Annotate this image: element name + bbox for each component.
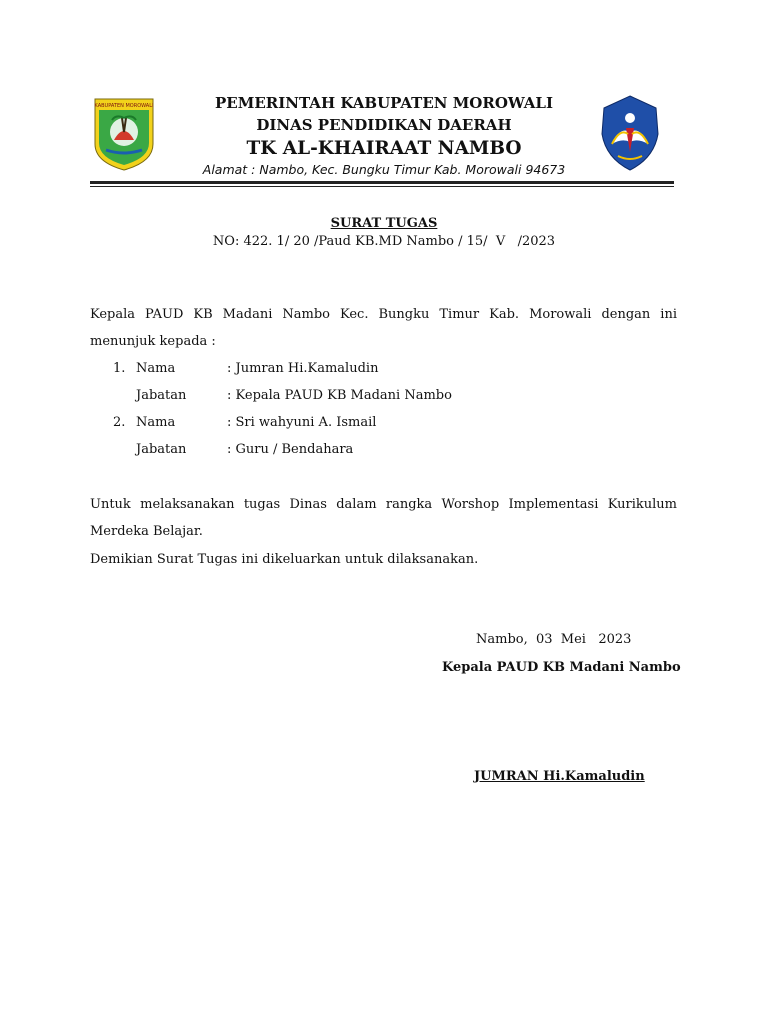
- assignee-1-number: 1.: [113, 361, 126, 376]
- letterhead-address: Alamat : Nambo, Kec. Bungku Timur Kab. Morowali 94673: [202, 162, 566, 177]
- purpose-paragraph: Untuk melaksanakan tugas Dinas dalam rangka Worshop Implementasi Kurikulum Merdeka Belajar.: [90, 497, 677, 539]
- signature-name: JUMRAN Hi.Kamaludin: [474, 769, 645, 784]
- letterhead-government: PEMERINTAH KABUPATEN MOROWALI: [215, 94, 553, 112]
- letterhead-school-name: TK AL-KHAIRAAT NAMBO: [246, 138, 522, 159]
- crest-text: KABUPATEN MOROWALI: [94, 103, 154, 109]
- closing-paragraph: Demikian Surat Tugas ini dikeluarkan untuk dilaksanakan.: [90, 552, 479, 567]
- assignee-1-position: : Kepala PAUD KB Madani Nambo: [227, 388, 452, 403]
- assignee-2-position-label: Jabatan: [136, 442, 187, 457]
- document-number: NO: 422. 1/ 20 /Paud KB.MD Nambo / 15/ V /2023: [212, 234, 556, 249]
- letterhead-department: DINAS PENDIDIKAN DAERAH: [256, 116, 512, 134]
- assignee-2-number: 2.: [113, 415, 126, 430]
- signature-role: Kepala PAUD KB Madani Nambo: [442, 660, 681, 675]
- letterhead-divider-thick: [90, 181, 674, 184]
- document-title: SURAT TUGAS: [330, 216, 438, 231]
- assignee-1-name-label: Nama: [136, 361, 176, 376]
- letterhead-divider-thin: [90, 186, 674, 187]
- signature-date: Nambo, 03 Mei 2023: [476, 632, 632, 647]
- tut-wuri-handayani-emblem-icon: [598, 94, 662, 172]
- morowali-regency-crest-icon: [92, 96, 156, 172]
- intro-paragraph: Kepala PAUD KB Madani Nambo Kec. Bungku Timur Kab. Morowali dengan ini menunjuk kepada :: [90, 307, 677, 349]
- assignee-2-name-label: Nama: [136, 415, 176, 430]
- assignee-2-position: : Guru / Bendahara: [227, 442, 354, 457]
- assignee-2-name: : Sri wahyuni A. Ismail: [227, 415, 377, 430]
- assignee-1-position-label: Jabatan: [136, 388, 187, 403]
- assignee-1-name: : Jumran Hi.Kamaludin: [227, 361, 379, 376]
